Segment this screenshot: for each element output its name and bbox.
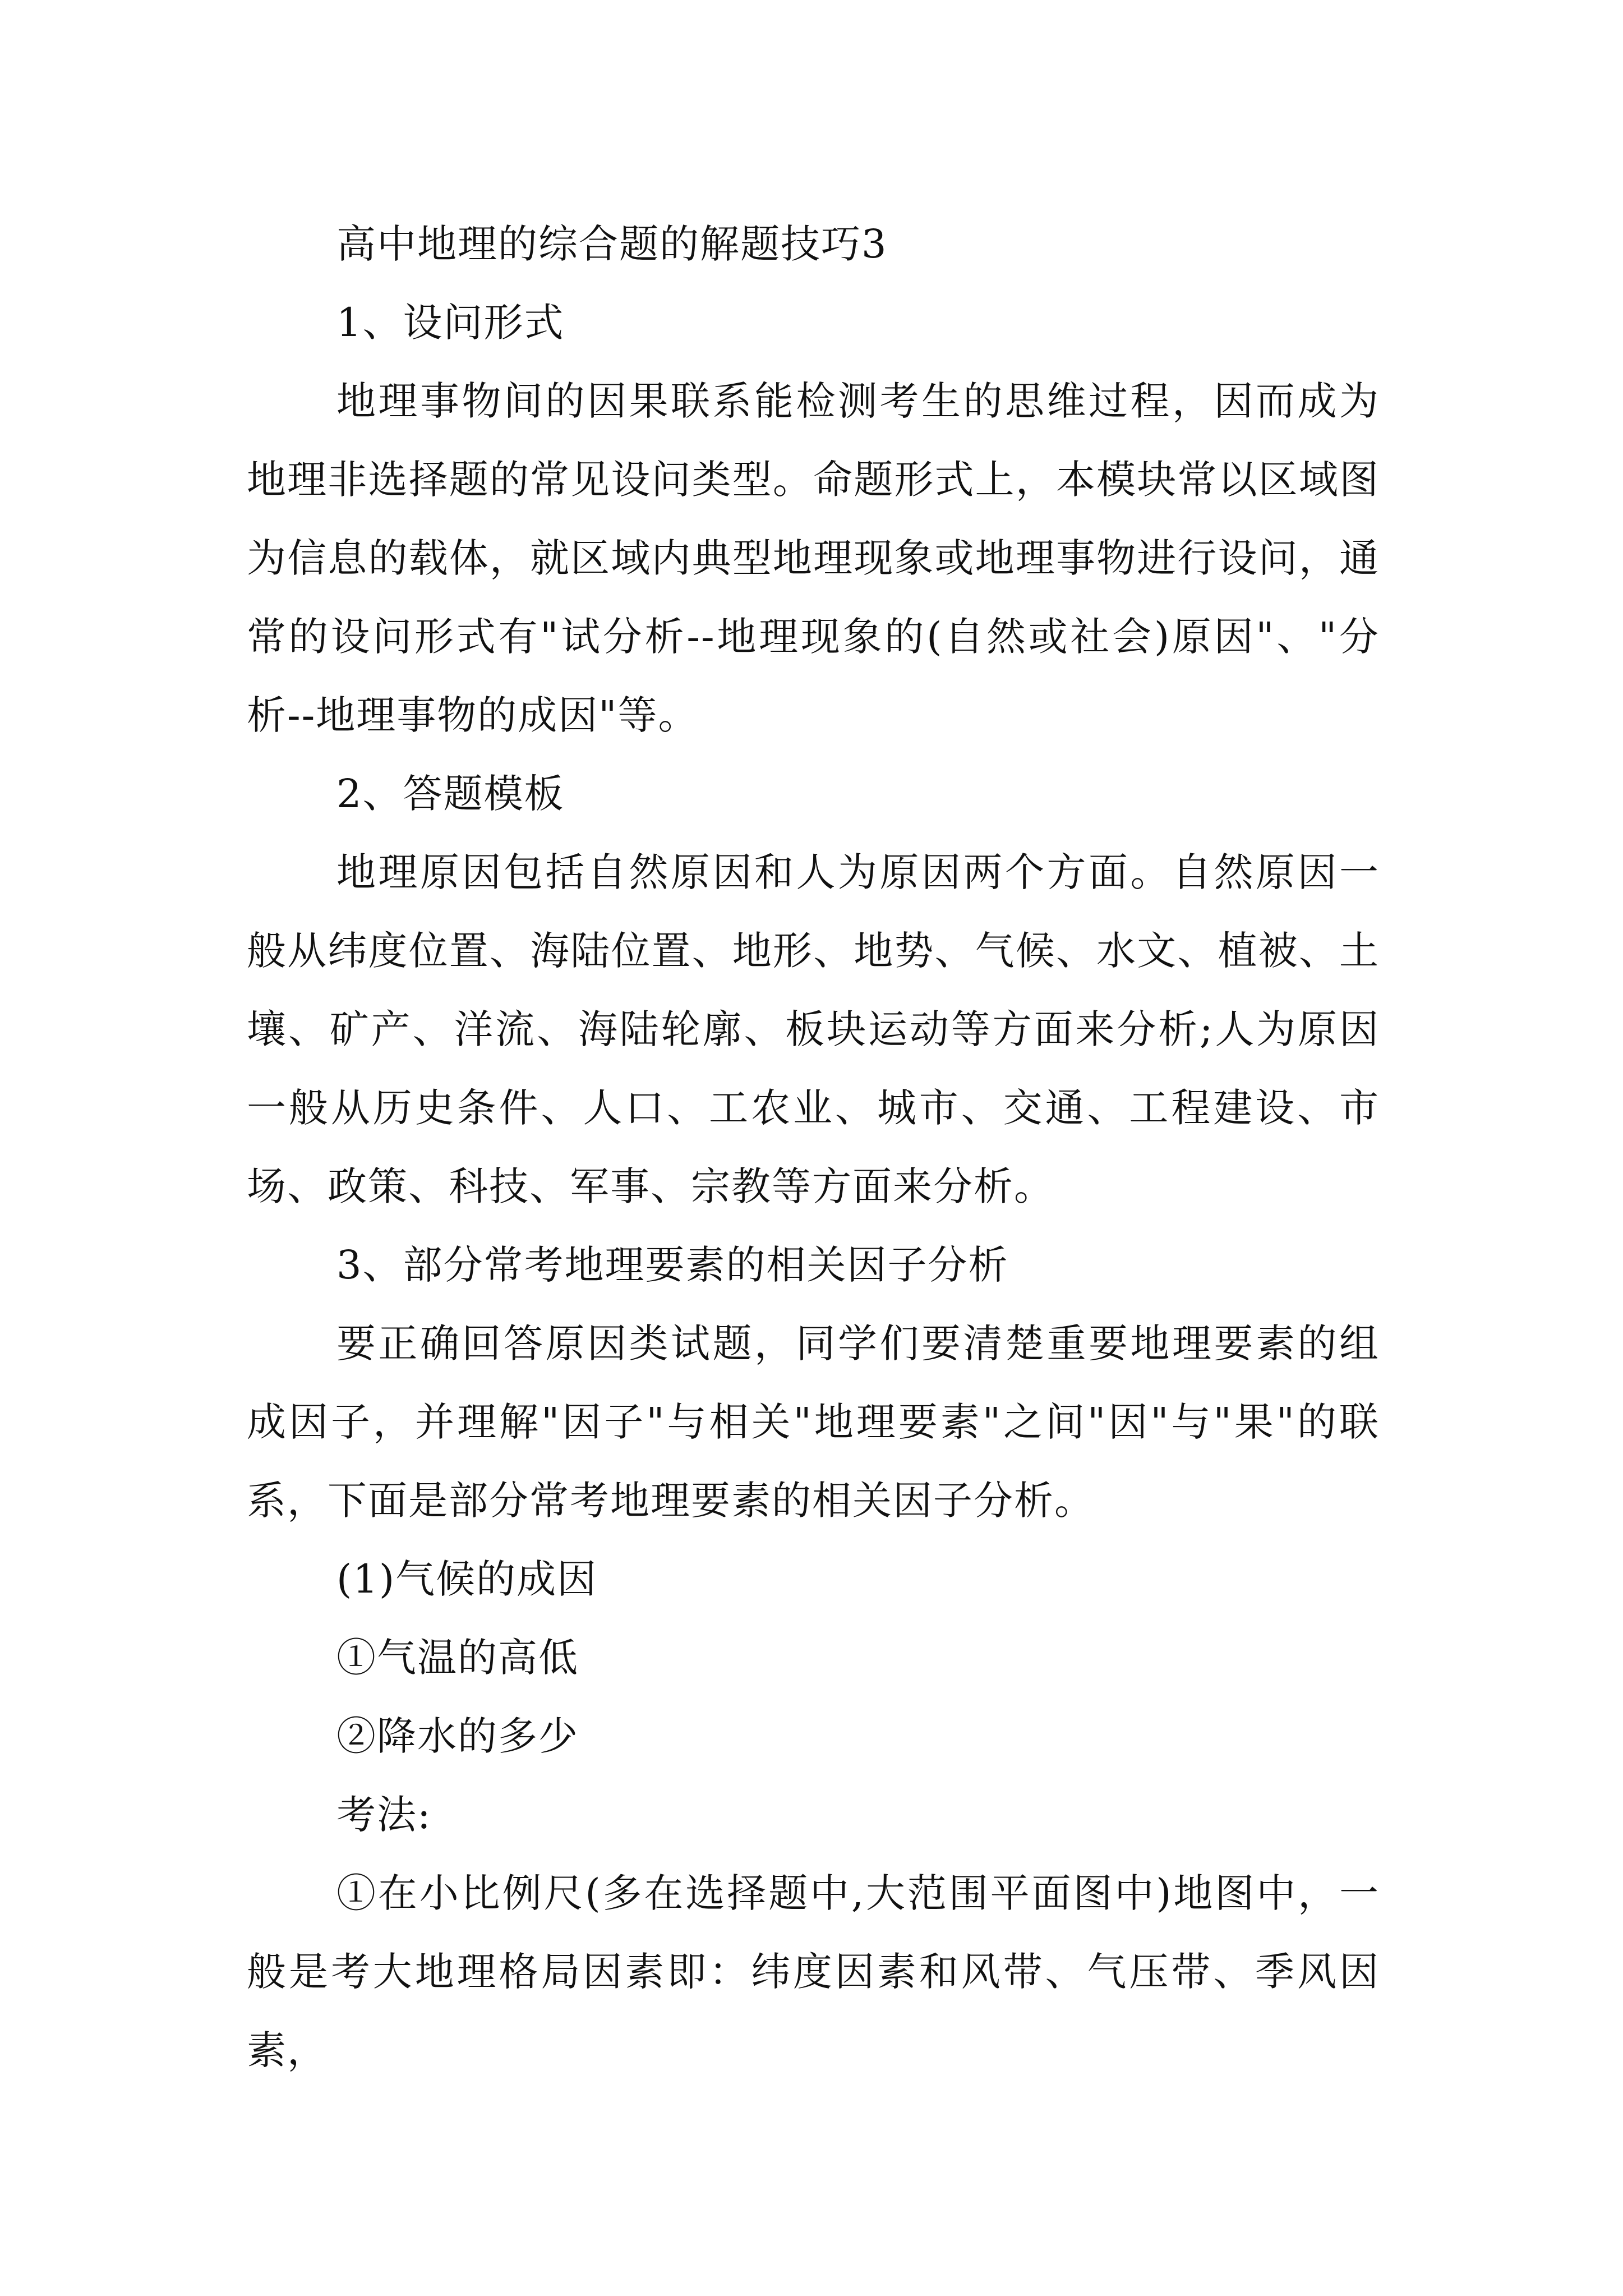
paragraph-question-form: 地理事物间的因果联系能检测考生的思维过程，因而成为地理非选择题的常见设问类型。命题形式上，本模块常以区域图为信息的载体，就区域内典型地理现象或地理事物进行设问，通常的设问形式有"试分析--地理现象的(自然或社会)原因"、"分析--地理事物的成因"等。 (247, 378, 1380, 738)
paragraph-answer-template: 地理原因包括自然原因和人为原因两个方面。自然原因一般从纬度位置、海陆位置、地形、地势、气候、水文、植被、土壤、矿产、洋流、海陆轮廓、板块运动等方面来分析;人为原因一般从历史条件、人口、工农业、城市、交通、工程建设、市场、政策、科技、军事、宗教等方面来分析。 (247, 849, 1380, 1209)
section-heading-factor-analysis: 3、部分常考地理要素的相关因子分析 (336, 1242, 1009, 1288)
list-item-precipitation: ②降水的多少 (336, 1713, 579, 1759)
section-heading-answer-template: 2、答题模板 (336, 771, 565, 817)
document-body (247, 205, 1380, 2090)
label-exam-method: 考法: (336, 1792, 432, 1838)
document-title: 高中地理的综合题的解题技巧3 (336, 221, 888, 267)
section-heading-question-form: 1、设问形式 (336, 300, 565, 346)
subheading-climate-causes: (1)气候的成因 (336, 1556, 598, 1602)
paragraph-small-scale-map: ①在小比例尺(多在选择题中,大范围平面图中)地图中，一般是考大地理格局因素即：纬度因素和风带、气压带、季风因素， (247, 1870, 1380, 2073)
paragraph-factor-analysis: 要正确回答原因类试题，同学们要清楚重要地理要素的组成因子，并理解"因子"与相关"地理要素"之间"因"与"果"的联系，下面是部分常考地理要素的相关因子分析。 (247, 1320, 1380, 1524)
list-item-temperature: ①气温的高低 (336, 1635, 579, 1681)
